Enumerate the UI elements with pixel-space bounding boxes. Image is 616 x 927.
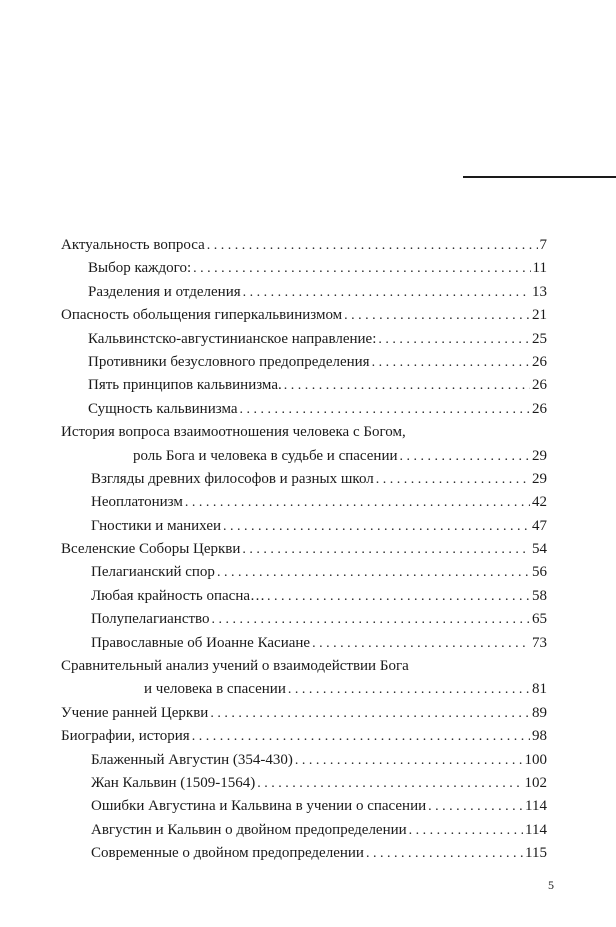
toc-entry-heading[interactable] <box>61 655 547 678</box>
toc-page-number: 73 <box>530 632 547 655</box>
toc-entry-title: Пелагианский спор <box>91 561 217 584</box>
toc-page-number: 26 <box>530 398 547 421</box>
toc-page-number: 26 <box>530 351 547 374</box>
toc-entry-title: Гностики и манихеи <box>91 515 223 538</box>
toc-page-number: 26 <box>530 374 547 397</box>
toc-page-number: 42 <box>530 491 547 514</box>
toc-page-number: 114 <box>523 819 547 842</box>
toc-entry[interactable] <box>61 281 547 304</box>
toc-page-number: 29 <box>530 445 547 468</box>
toc-entry-title: Сущность кальвинизма <box>88 398 240 421</box>
toc-leader <box>284 374 530 397</box>
toc-entry-title: Учение ранней Церкви <box>61 702 210 725</box>
toc-entry[interactable] <box>61 608 547 631</box>
toc-entry[interactable] <box>61 304 547 327</box>
toc-leader <box>212 608 530 631</box>
toc-entry-title: Противники безусловного предопределения <box>88 351 372 374</box>
toc-entry-title: Взгляды древних философов и разных школ <box>91 468 376 491</box>
toc-page-number: 54 <box>530 538 547 561</box>
header-rule <box>463 176 616 178</box>
toc-entry-title: Пять принципов кальвинизма. <box>88 374 284 397</box>
toc-entry[interactable] <box>61 772 547 795</box>
toc-page-number: 81 <box>530 678 547 701</box>
toc-page-number: 56 <box>530 561 547 584</box>
toc-leader <box>312 632 530 655</box>
toc-leader <box>428 795 523 818</box>
toc-entry-heading[interactable] <box>61 421 547 444</box>
toc-leader <box>344 304 530 327</box>
toc-entry-title: Полупелагианство <box>91 608 212 631</box>
toc-page-number: 114 <box>523 795 547 818</box>
toc-entry-title: Августин и Кальвин о двойном предопределении <box>91 819 409 842</box>
toc-entry-title: Блаженный Августин (354-430) <box>91 749 295 772</box>
toc-leader <box>400 445 531 468</box>
toc-entry[interactable] <box>61 795 547 818</box>
toc-leader <box>223 515 530 538</box>
toc-entry-continuation: роль Бога и человека в судьбе и спасении <box>133 445 400 468</box>
toc-page-number: 25 <box>530 328 547 351</box>
toc-entry[interactable] <box>61 632 547 655</box>
toc-leader <box>409 819 523 842</box>
toc-page-number: 115 <box>523 842 547 865</box>
toc-leader <box>366 842 523 865</box>
toc-leader <box>243 281 530 304</box>
toc-leader <box>288 678 530 701</box>
toc-entry-continuation: и человека в спасении <box>144 678 288 701</box>
toc-leader <box>295 749 523 772</box>
toc-entry[interactable] <box>61 374 547 397</box>
toc-leader <box>192 725 530 748</box>
toc-entry[interactable] <box>61 351 547 374</box>
toc-entry-title: Ошибки Августина и Кальвина в учении о спасении <box>91 795 428 818</box>
toc-page-number: 98 <box>530 725 547 748</box>
toc-entry[interactable] <box>61 842 547 865</box>
toc-leader <box>240 398 531 421</box>
toc-page-number: 58 <box>530 585 547 608</box>
toc-leader <box>267 585 530 608</box>
toc-entry[interactable] <box>61 678 547 701</box>
toc-entry-title: Кальвинстско-августинианское направление: <box>88 328 378 351</box>
table-of-contents <box>61 234 547 866</box>
toc-entry-title: Биографии, история <box>61 725 192 748</box>
toc-leader <box>185 491 530 514</box>
toc-entry[interactable] <box>61 749 547 772</box>
toc-entry-title: История вопроса взаимоотношения человека с Богом, <box>61 424 406 441</box>
toc-page-number: 102 <box>523 772 548 795</box>
toc-entry-title: Выбор каждого: <box>88 257 193 280</box>
toc-page-number: 100 <box>523 749 548 772</box>
toc-entry-title: Жан Кальвин (1509-1564) <box>91 772 257 795</box>
toc-entry-title: Сравнительный анализ учений о взаимодействии Бога <box>61 658 409 675</box>
toc-entry[interactable] <box>61 702 547 725</box>
toc-entry[interactable] <box>61 234 547 257</box>
toc-leader <box>376 468 530 491</box>
toc-leader <box>242 538 530 561</box>
toc-leader <box>378 328 530 351</box>
toc-leader <box>257 772 522 795</box>
toc-leader <box>372 351 530 374</box>
toc-entry[interactable] <box>61 445 547 468</box>
toc-entry-title: Современные о двойном предопределении <box>91 842 366 865</box>
toc-leader <box>217 561 530 584</box>
toc-entry[interactable] <box>61 538 547 561</box>
toc-entry-title: Православные об Иоанне Касиане <box>91 632 312 655</box>
toc-entry[interactable] <box>61 398 547 421</box>
toc-entry[interactable] <box>61 328 547 351</box>
toc-page-number: 47 <box>530 515 547 538</box>
toc-entry[interactable] <box>61 468 547 491</box>
toc-leader <box>207 234 538 257</box>
toc-entry[interactable] <box>61 515 547 538</box>
toc-leader <box>210 702 530 725</box>
toc-entry-title: Вселенские Соборы Церкви <box>61 538 242 561</box>
toc-entry[interactable] <box>61 561 547 584</box>
toc-page-number: 29 <box>530 468 547 491</box>
toc-entry[interactable] <box>61 725 547 748</box>
toc-entry-title: Разделения и отделения <box>88 281 243 304</box>
toc-entry[interactable] <box>61 257 547 280</box>
toc-entry-title: Неоплатонизм <box>91 491 185 514</box>
toc-leader <box>193 257 530 280</box>
toc-entry[interactable] <box>61 491 547 514</box>
toc-entry-title: Опасность обольщения гиперкальвинизмом <box>61 304 344 327</box>
toc-entry[interactable] <box>61 819 547 842</box>
toc-page-number: 11 <box>531 257 547 280</box>
toc-page-number: 89 <box>530 702 547 725</box>
toc-page-number: 65 <box>530 608 547 631</box>
toc-page-number: 7 <box>538 234 548 257</box>
toc-page-number: 13 <box>530 281 547 304</box>
toc-entry[interactable] <box>61 585 547 608</box>
toc-page-number: 21 <box>530 304 547 327</box>
toc-entry-title: Любая крайность опасна… <box>91 585 267 608</box>
page-number: 5 <box>548 878 554 892</box>
toc-entry-title: Актуальность вопроса <box>61 234 207 257</box>
